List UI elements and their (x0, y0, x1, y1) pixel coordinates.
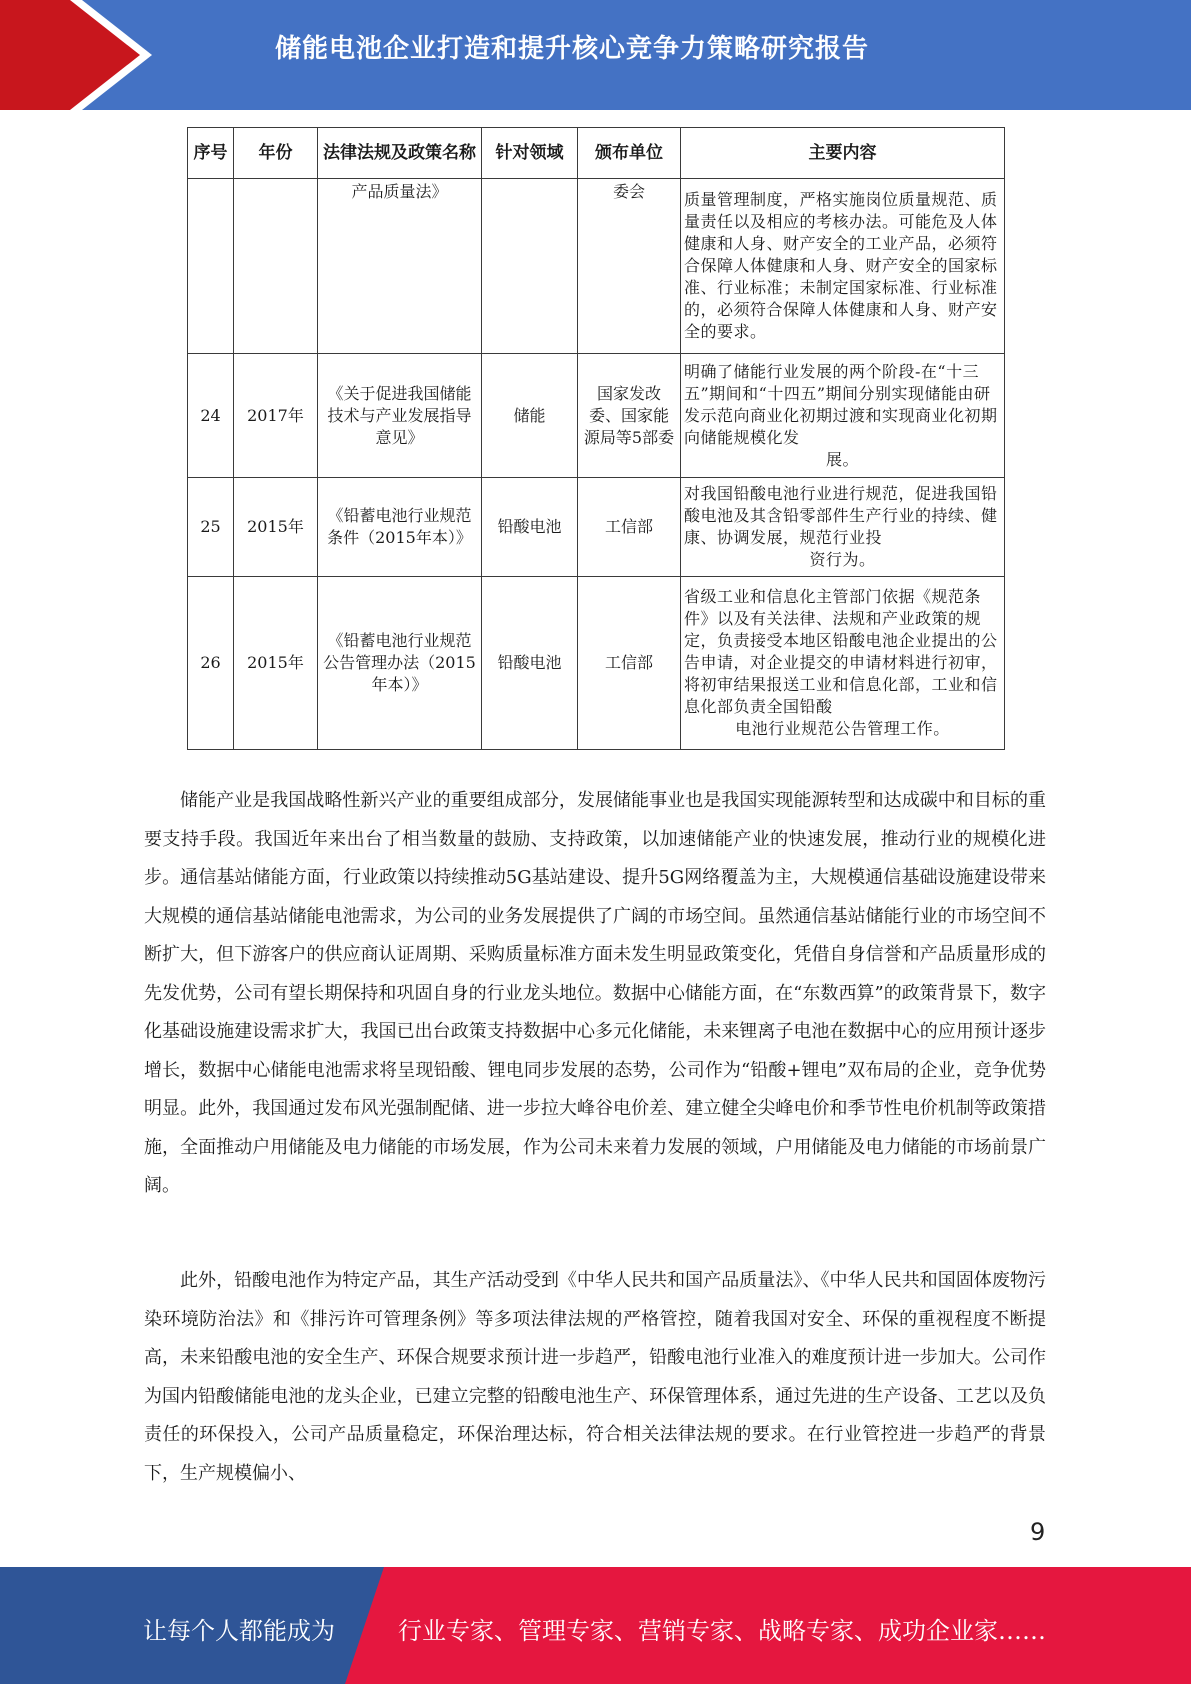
page-footer (0, 1567, 1191, 1684)
cell-content-last-line: 展。 (825, 449, 859, 469)
policy-table (187, 127, 1005, 750)
cell-issuer: 委会 (578, 179, 681, 354)
paragraph-text: 此外，铅酸电池作为特定产品，其生产活动受到《中华人民共和国产品质量法》、《中华人民共和国固体废物污染环境防治法》和《排污许可管理条例》等多项法律法规的严格管控，随着我国对安全、环保的重视程度不断提高，未来铅酸电池的安全生产、环保合规要求预计进一步趋严，铅酸电池行业准入的难度预计进一步加大。公司作为国内铅酸储能电池的龙头企业，已建立完整的铅酸电池生产、环保管理体系，通过先进的生产设备、工艺以及负责任的环保投入，公司产品质量稳定，环保治理达标，符合相关法律法规的要求。在行业管控进一步趋严的背景下，生产规模偏小、 (144, 1270, 1046, 1484)
cell-year: 2015年 (234, 478, 318, 577)
footer-slogan-left: 让每个人都能成为 (143, 1617, 335, 1645)
cell-issuer: 国家发改委、国家能源局等5部委 (578, 354, 681, 478)
cell-field: 铅酸电池 (482, 478, 578, 577)
cell-year (234, 179, 318, 354)
column-header: 针对领域 (482, 128, 578, 179)
cell-no: 26 (188, 577, 234, 750)
column-header: 法律法规及政策名称 (318, 128, 482, 179)
cell-name: 《关于促进我国储能技术与产业发展指导意见》 (318, 354, 482, 478)
column-header: 主要内容 (681, 128, 1005, 179)
cell-content (681, 354, 1005, 478)
cell-content (681, 478, 1005, 577)
cell-name: 产品质量法》 (318, 179, 482, 354)
paragraph-text: 储能产业是我国战略性新兴产业的重要组成部分，发展储能事业也是我国实现能源转型和达成碳中和目标的重要支持手段。我国近年来出台了相当数量的鼓励、支持政策，以加速储能产业的快速发展，推动行业的规模化进步。通信基站储能方面，行业政策以持续推动5G基站建设、提升5G网络覆盖为主，大规模通信基础设施建设带来大规模的通信基站储能电池需求，为公司的业务发展提供了广阔的市场空间。虽然通信基站储能行业的市场空间不断扩大，但下游客户的供应商认证周期、采购质量标准方面未发生明显政策变化，凭借自身信誉和产品质量形成的先发优势，公司有望长期保持和巩固自身的行业龙头地位。数据中心储能方面，在“东数西算”的政策背景下，数字化基础设施建设需求扩大，我国已出台政策支持数据中心多元化储能，未来锂离子电池在数据中心的应用预计逐步增长，数据中心储能电池需求将呈现铅酸、锂电同步发展的态势，公司作为“铅酸+锂电”双布局的企业，竞争优势明显。此外，我国通过发布风光强制配储、进一步拉大峰谷电价差、建立健全尖峰电价和季节性电价机制等政策措施，全面推动户用储能及电力储能的市场发展，作为公司未来着力发展的领域，户用储能及电力储能的市场前景广阔。 (144, 790, 1046, 1196)
table-row (188, 179, 1005, 354)
table-header-row (188, 128, 1005, 179)
cell-issuer: 工信部 (578, 577, 681, 750)
cell-issuer: 工信部 (578, 478, 681, 577)
cell-content-last-line: 资行为。 (809, 550, 876, 569)
table-row (188, 577, 1005, 750)
cell-name: 《铅蓄电池行业规范条件（2015年本）》 (318, 478, 482, 577)
table-row (188, 354, 1005, 478)
column-header: 颁布单位 (578, 128, 681, 179)
cell-field: 储能 (482, 354, 578, 478)
cell-content-last-line: 电池行业规范公告管理工作。 (735, 719, 950, 738)
cell-name: 《铅蓄电池行业规范公告管理办法（2015年本）》 (318, 577, 482, 750)
cell-no (188, 179, 234, 354)
cell-no: 25 (188, 478, 234, 577)
cell-content-text: 省级工业和信息化主管部门依据《规范条件》以及有关法律、法规和产业政策的规定，负责接受本地区铅酸电池企业提出的公告申请，对企业提交的申请材料进行初审，将初审结果报送工业和信息化部，工业和信息化部负责全国铅酸 (684, 587, 998, 716)
cell-field: 铅酸电池 (482, 577, 578, 750)
page-header (0, 0, 1191, 110)
page-number: 9 (1030, 1518, 1046, 1546)
cell-content: 质量管理制度，严格实施岗位质量规范、质量责任以及相应的考核办法。可能危及人体健康和人身、财产安全的工业产品，必须符合保障人体健康和人身、财产安全的国家标准、行业标准；未制定国家标准、行业标准的，必须符合保障人体健康和人身、财产安全的要求。 (681, 179, 1005, 354)
cell-content-text: 对我国铅酸电池行业进行规范，促进我国铅酸电池及其含铅零部件生产行业的持续、健康、协调发展，规范行业投 (684, 484, 998, 547)
cell-year: 2017年 (234, 354, 318, 478)
cell-no: 24 (188, 354, 234, 478)
column-header: 年份 (234, 128, 318, 179)
column-header: 序号 (188, 128, 234, 179)
body-paragraph-1 (144, 782, 1046, 1206)
header-chevron-icon (0, 0, 140, 110)
footer-slogan-right: 行业专家、管理专家、营销专家、战略专家、成功企业家…… (398, 1617, 1046, 1645)
body-paragraph-2 (144, 1262, 1046, 1493)
table-row (188, 478, 1005, 577)
cell-year: 2015年 (234, 577, 318, 750)
cell-field (482, 179, 578, 354)
cell-content (681, 577, 1005, 750)
report-title: 储能电池企业打造和提升核心竞争力策略研究报告 (275, 34, 870, 64)
cell-content-text: 明确了储能行业发展的两个阶段-在“十三五”期间和“十四五”期间分别实现储能由研发示范向商业化初期过渡和实现商业化初期向储能规模化发 (684, 361, 998, 447)
